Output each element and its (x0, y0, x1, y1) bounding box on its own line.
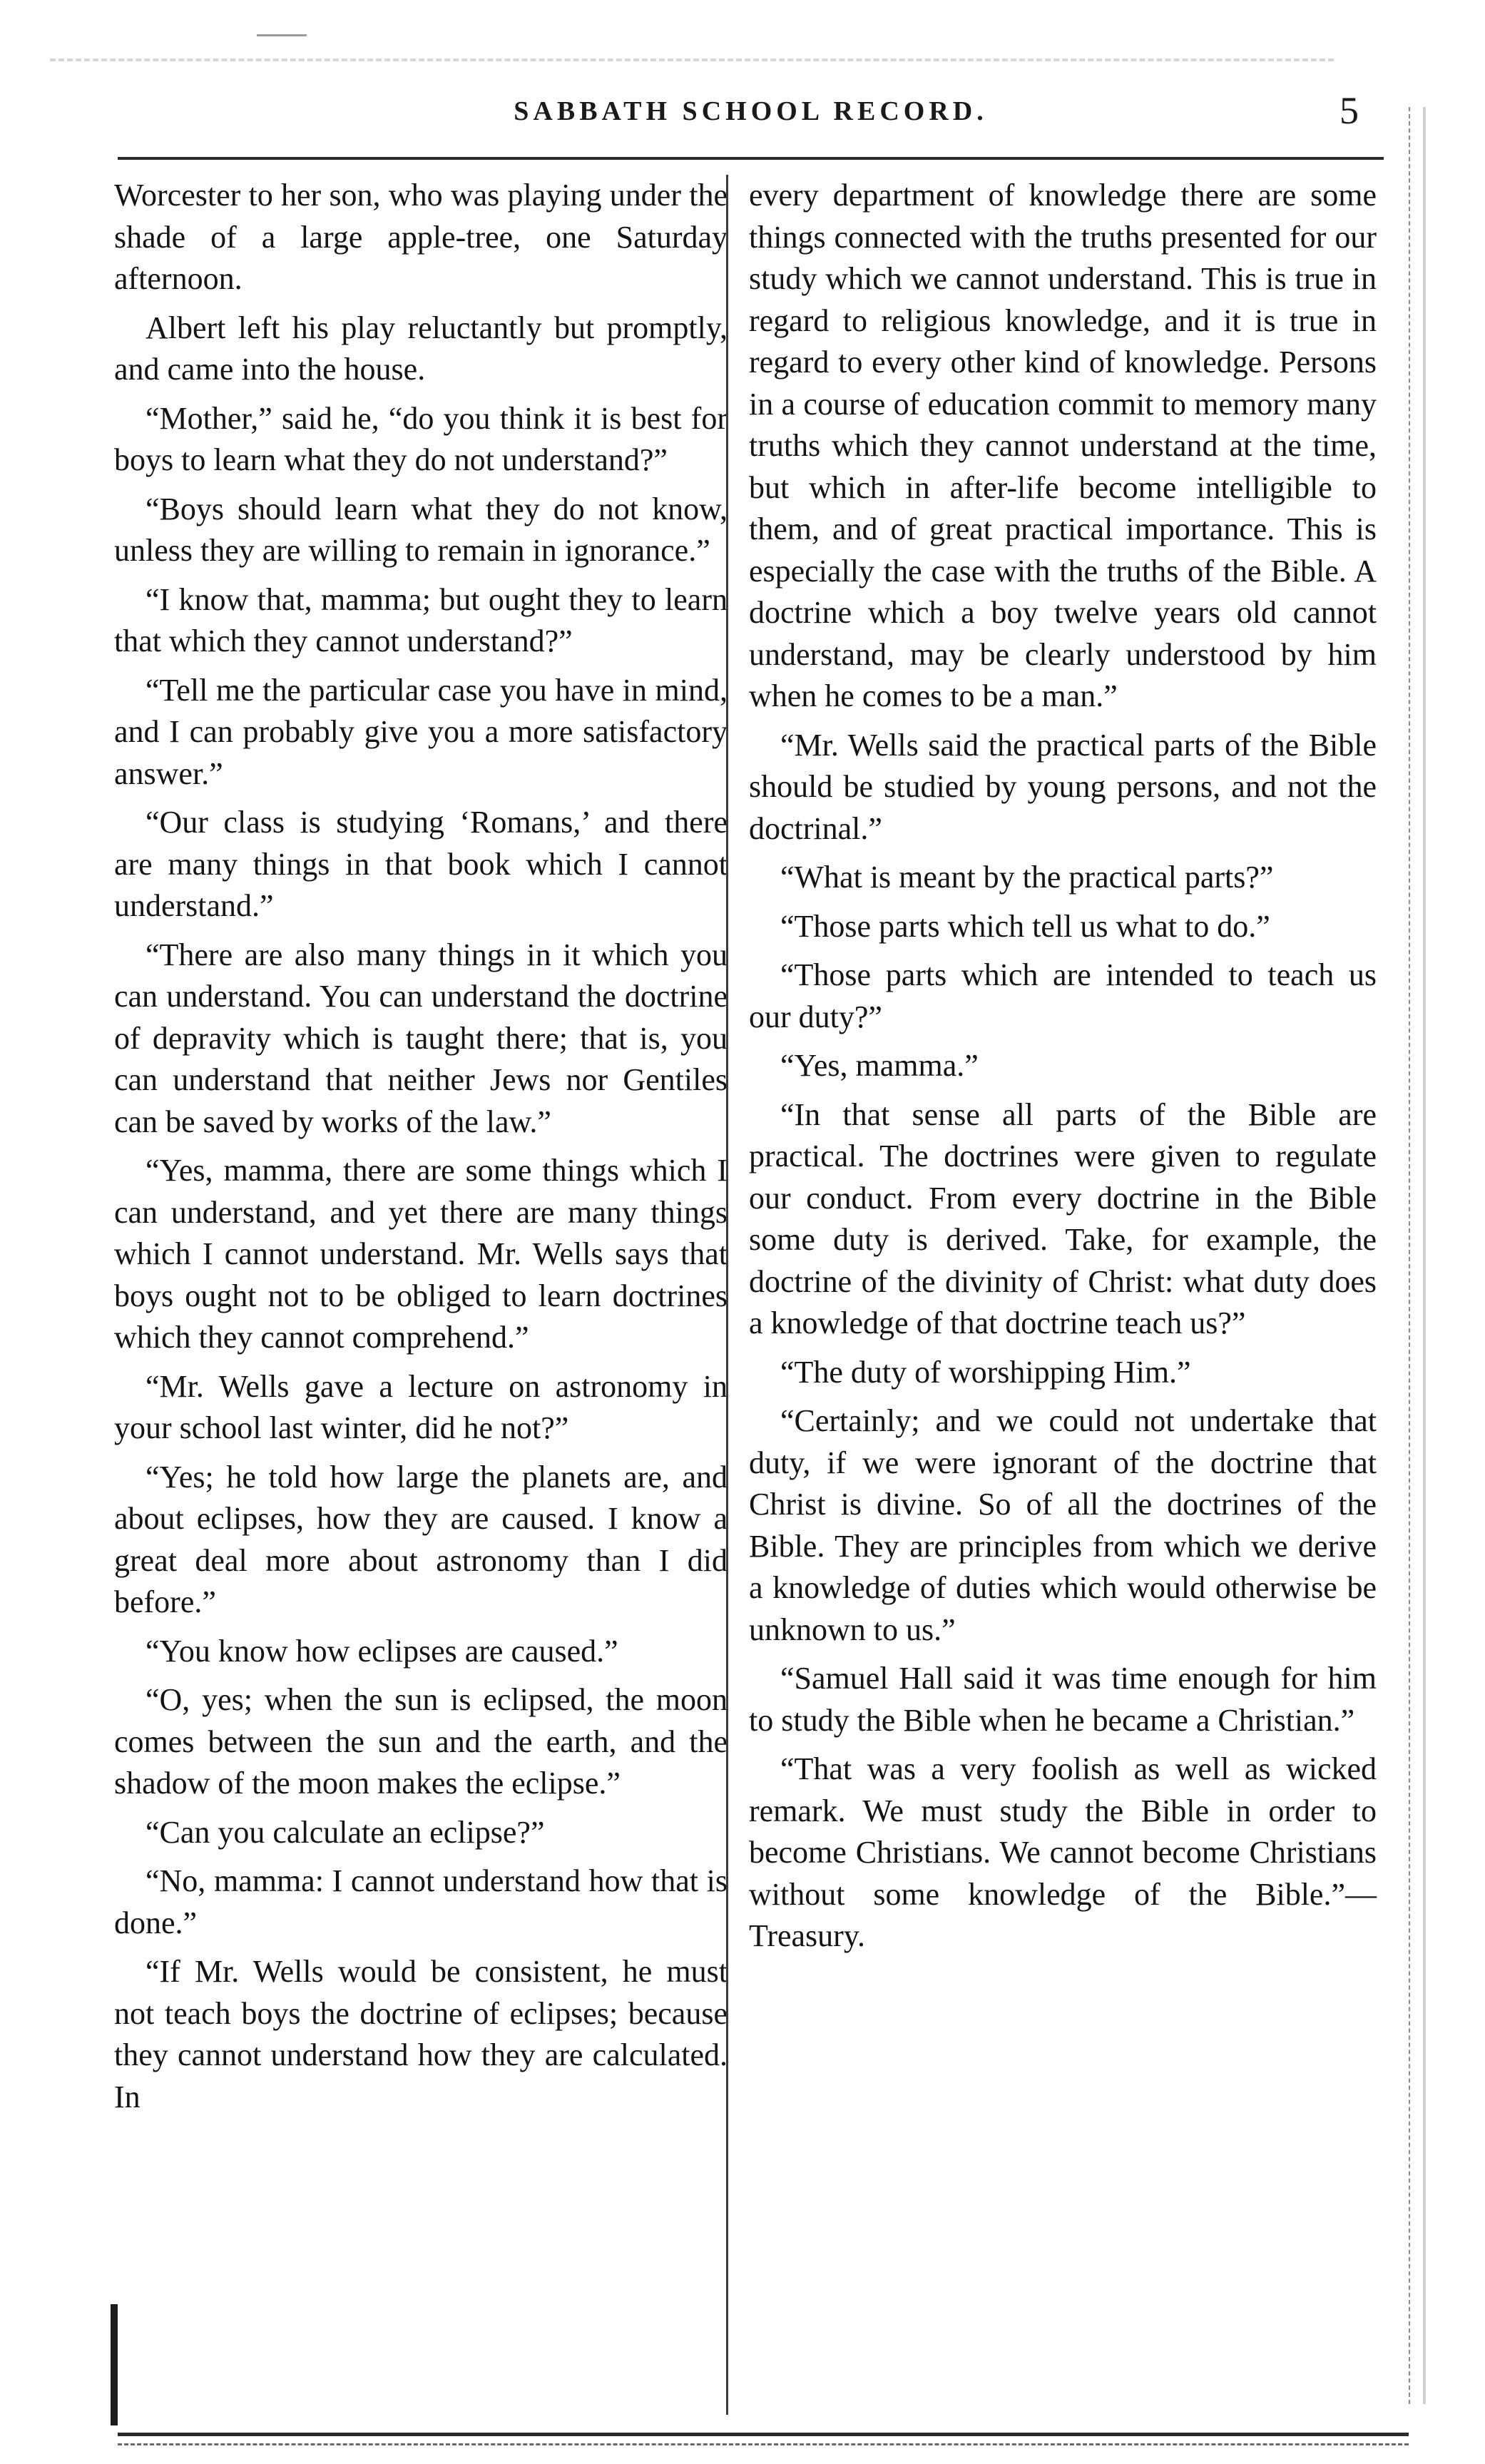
paragraph: “You know how eclipses are caused.” (146, 1633, 618, 1669)
paragraph: Albert left his play reluctantly but promptly, and came into the house. (114, 310, 728, 387)
paragraph: “Certainly; and we could not undertake that duty, if we were ignorant of the doctrine that Christ is divine. So of all the doctrines of the Bible. They are principles from which we derive a knowledge of duties which would otherwise be unknown to us.” (749, 1403, 1377, 1647)
paragraph: every department of knowledge there are some things connected with the truths presented for our study which we cannot understand. This is true in regard to religious knowledge, and it is true in regard to every other kind of knowledge. Persons in a course of education commit to memory many truths which they cannot understand at the time, but which in after-life become intelligible to them, and of great practical importance. This is especially the case with the truths of the Bible. A doctrine which a boy twelve years old cannot understand, may be clearly understood by him when he comes to be a man.” (749, 178, 1377, 713)
paragraph: “Samuel Hall said it was time enough for him to study the Bible when he became a Christian.” (749, 1661, 1377, 1738)
paragraph: Worcester to her son, who was playing under the shade of a large apple-tree, one Saturday afternoon. (114, 178, 728, 296)
column-divider (726, 175, 728, 2415)
right-edge-shadow (1423, 107, 1426, 2404)
left-column (114, 175, 728, 2125)
paragraph: “That was a very foolish as well as wicked remark. We must study the Bible in order to become Christians. We cannot become Christians without some knowledge of the Bible.”—Treasury. (749, 1751, 1377, 1953)
paragraph: “I know that, mamma; but ought they to learn that which they cannot understand?” (114, 581, 728, 658)
paragraph: “In that sense all parts of the Bible are practical. The doctrines were given to regulate our conduct. From every doctrine in the Bible some duty is derived. Take, for example, the doctrine of the divinity of Christ: what duty does a knowledge of that doctrine teach us?” (749, 1096, 1377, 1340)
paragraph: “The duty of worshipping Him.” (780, 1354, 1191, 1390)
paragraph: “Yes; he told how large the planets are, and about eclipses, how they are caused. I know a great deal more about astronomy than I did before.” (114, 1459, 728, 1619)
paragraph: “Mr. Wells said the practical parts of the Bible should be studied by young persons, and not the doctrinal.” (749, 727, 1377, 846)
paragraph: “No, mamma: I cannot understand how that is done.” (114, 1863, 728, 1940)
paragraph: “Can you calculate an eclipse?” (146, 1814, 545, 1850)
paragraph: “If Mr. Wells would be consistent, he must not teach boys the doctrine of eclipses; because they cannot understand how they are calculated. In (114, 1954, 728, 2114)
bottom-rule (118, 2433, 1409, 2436)
paragraph: “Those parts which are intended to teach us our duty?” (749, 957, 1377, 1034)
header-rule (118, 157, 1384, 160)
right-edge-dashes (1409, 107, 1410, 2404)
paragraph: “O, yes; when the sun is eclipsed, the moon comes between the sun and the earth, and the shadow of the moon makes the eclipse.” (114, 1682, 728, 1801)
right-column (749, 175, 1377, 1965)
paragraph: “Those parts which tell us what to do.” (780, 908, 1270, 944)
page-number: 5 (1339, 89, 1359, 132)
paragraph: “There are also many things in it which you can understand. You can understand the doctrine of depravity which is taught there; that is, you can understand that neither Jews nor Gentiles can be saved by works of the law.” (114, 937, 728, 1139)
paragraph: “Mother,” said he, “do you think it is best for boys to learn what they do not understand?” (114, 400, 728, 477)
page-header (118, 86, 1384, 150)
paragraph: “Tell me the particular case you have in mind, and I can probably give you a more satisfactory answer.” (114, 672, 728, 791)
left-margin-mark (111, 2304, 118, 2425)
paragraph: “Yes, mamma, there are some things which I can understand, and yet there are many things which I cannot understand. Mr. Wells says that boys ought not to be obliged to learn doctrines which they cannot comprehend.” (114, 1153, 728, 1355)
paragraph: “Mr. Wells gave a lecture on astronomy in your school last winter, did he not?” (114, 1368, 728, 1445)
paragraph: “Our class is studying ‘Romans,’ and there are many things in that book which I cannot understand.” (114, 805, 728, 923)
top-dashed-rule (50, 58, 1334, 68)
paragraph: “Boys should learn what they do not know, unless they are willing to remain in ignorance.” (114, 491, 728, 568)
bottom-dashed-rule (118, 2443, 1409, 2445)
paragraph: “Yes, mamma.” (780, 1048, 979, 1083)
paragraph: “What is meant by the practical parts?” (780, 860, 1274, 895)
running-title: SABBATH SCHOOL RECORD. (514, 96, 988, 126)
top-tick-mark (257, 34, 307, 36)
